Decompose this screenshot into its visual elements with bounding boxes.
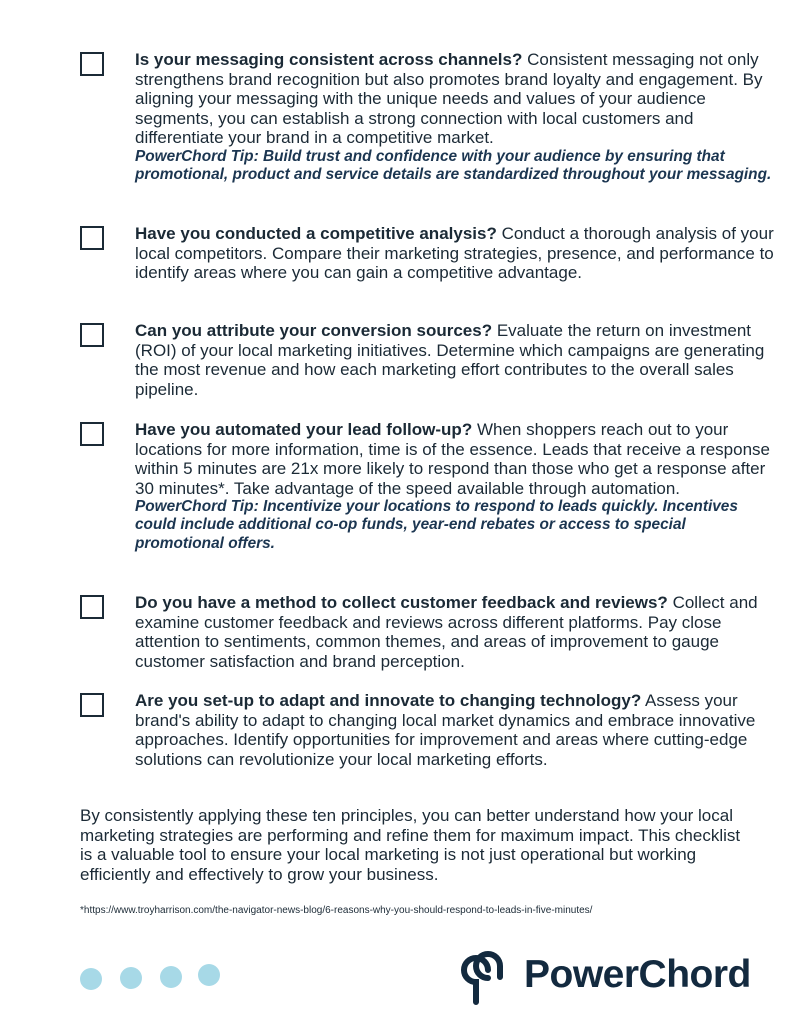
logo-wordmark: PowerChord bbox=[524, 953, 751, 996]
powerchord-logo bbox=[458, 947, 758, 1007]
item-tip: PowerChord Tip: Build trust and confidence with your audience by ensuring that promotional, product and service details are standardized throughout your messaging. bbox=[135, 147, 772, 183]
item-body: Assess your brand's ability to adapt to changing local market dynamics and embrace innovative approaches. Identify opportunities for improvement and areas where cutting-edge solutions can revolutionize your local marketing efforts. bbox=[135, 691, 756, 769]
item-question: Can you attribute your conversion sources? bbox=[135, 321, 493, 340]
dot-icon bbox=[120, 967, 142, 989]
item-question: Have you automated your lead follow-up? bbox=[135, 420, 473, 439]
checkbox[interactable] bbox=[80, 595, 104, 619]
dot-icon bbox=[198, 964, 220, 986]
chain-link-icon bbox=[458, 947, 518, 1007]
item-body: Conduct a thorough analysis of your local competitors. Compare their marketing strategies, presence, and performance to identify areas where you can gain a competitive advantage. bbox=[135, 224, 774, 282]
checkbox[interactable] bbox=[80, 693, 104, 717]
dot-icon bbox=[160, 966, 182, 988]
item-body: Evaluate the return on investment (ROI) of your local marketing initiatives. Determine which campaigns are generating the most revenue and how each marketing effort contributes to the overall sales pipeline. bbox=[135, 321, 765, 399]
closing-paragraph: By consistently applying these ten principles, you can better understand how your local marketing strategies are performing and refine them for maximum impact. This checklist is a valuable tool to ensure your local marketing is not just operational but working efficiently and effectively to grow your business. bbox=[80, 806, 741, 885]
item-text bbox=[135, 593, 775, 671]
item-text bbox=[135, 321, 775, 399]
checkbox[interactable] bbox=[80, 422, 104, 446]
decorative-dots bbox=[80, 963, 230, 991]
checkbox[interactable] bbox=[80, 52, 104, 76]
item-question: Have you conducted a competitive analysis? bbox=[135, 224, 497, 243]
item-tip: PowerChord Tip: Incentivize your locations to respond to leads quickly. Incentives could include additional co-op funds, year-end rebates or access to special promotional offers. bbox=[135, 498, 738, 552]
item-text bbox=[135, 224, 775, 283]
checkbox[interactable] bbox=[80, 323, 104, 347]
item-body: Consistent messaging not only strengthens brand recognition but also promotes brand loyalty and engagement. By aligning your messaging with the unique needs and values of your audience segments, you can establish a strong connection with local customers and differentiate your brand in a competitive market. bbox=[135, 50, 763, 147]
item-body: When shoppers reach out to your locations for more information, time is of the essence. Leads that receive a response within 5 minutes are 21x more likely to respond than those who get a response after 30 minutes*. Take advantage of the speed available through automation. bbox=[135, 420, 770, 498]
item-question: Do you have a method to collect customer feedback and reviews? bbox=[135, 593, 668, 612]
item-text bbox=[135, 691, 775, 769]
item-question: Is your messaging consistent across channels? bbox=[135, 50, 523, 69]
checkbox[interactable] bbox=[80, 226, 104, 250]
item-text bbox=[135, 50, 775, 184]
item-question: Are you set-up to adapt and innovate to changing technology? bbox=[135, 691, 642, 710]
item-text bbox=[135, 420, 775, 553]
footnote-link[interactable]: *https://www.troyharrison.com/the-navigator-news-blog/6-reasons-why-you-should-respond-to-leads-in-five-minutes/ bbox=[80, 905, 593, 916]
dot-icon bbox=[80, 968, 102, 990]
item-body: Collect and examine customer feedback and reviews across different platforms. Pay close attention to sentiments, common themes, and areas of improvement to gauge customer satisfaction and brand perception. bbox=[135, 593, 758, 671]
